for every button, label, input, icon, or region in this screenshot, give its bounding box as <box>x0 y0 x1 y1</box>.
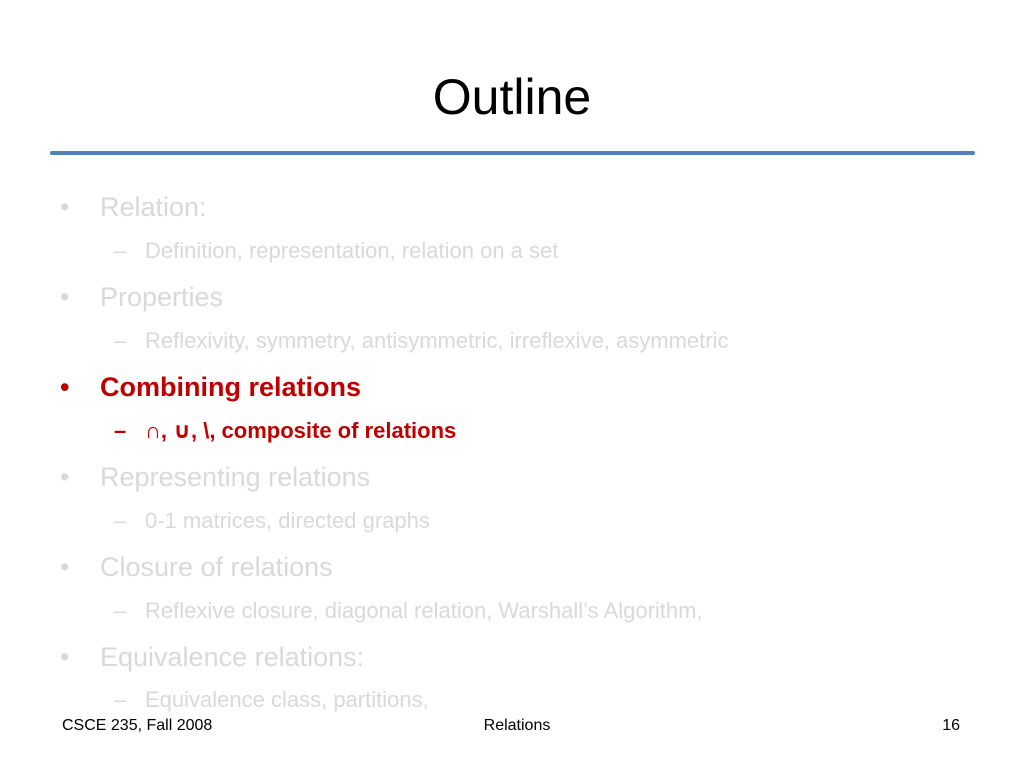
dash-icon: – <box>114 598 127 623</box>
outline-subitem-text: Equivalence class, partitions, <box>145 687 429 712</box>
outline-item-relation <box>60 190 207 224</box>
outline-item-representing-relations <box>60 460 370 494</box>
outline-subitem-text: 0-1 matrices, directed graphs <box>145 508 430 533</box>
bullet-icon: • <box>60 372 70 402</box>
footer-page-number: 16 <box>942 717 960 734</box>
bullet-icon: • <box>60 282 70 312</box>
outline-item-text: Representing relations <box>100 462 371 492</box>
outline-subitem-relation-details <box>114 237 558 265</box>
outline-subitem-text: Definition, representation, relation on a set <box>145 238 559 263</box>
outline-item-combining-relations <box>60 370 361 404</box>
outline-subitem-representing-details <box>114 507 430 535</box>
outline-subitem-combining-details <box>114 417 456 445</box>
outline-subitem-text: Reflexivity, symmetry, antisymmetric, irreflexive, asymmetric <box>145 328 729 353</box>
outline-subitem-properties-details <box>114 327 728 355</box>
dash-icon: – <box>114 418 127 443</box>
dash-icon: – <box>114 238 127 263</box>
dash-icon: – <box>114 328 127 353</box>
outline-item-text: Closure of relations <box>100 552 333 582</box>
outline-item-properties <box>60 280 223 314</box>
bullet-icon: • <box>60 552 70 582</box>
outline-subitem-equivalence-details <box>114 686 429 714</box>
outline-subitem-closure-details <box>114 597 703 625</box>
outline-item-text: Properties <box>100 282 224 312</box>
outline-item-closure-of-relations <box>60 550 333 584</box>
outline-subitem-text: ∩, ∪, \, composite of relations <box>145 418 457 443</box>
outline-item-text: Relation: <box>100 192 207 222</box>
slide-title: Outline <box>432 69 592 125</box>
bullet-icon: • <box>60 642 70 672</box>
outline-subitem-text: Reflexive closure, diagonal relation, Warshall’s Algorithm, <box>145 598 703 623</box>
footer-topic: Relations <box>483 717 551 734</box>
bullet-icon: • <box>60 462 70 492</box>
dash-icon: – <box>114 687 127 712</box>
outline-item-equivalence-relations <box>60 640 364 674</box>
dash-icon: – <box>114 508 127 533</box>
footer-course: CSCE 235, Fall 2008 <box>62 717 213 734</box>
outline-item-text: Combining relations <box>100 372 362 402</box>
outline-item-text: Equivalence relations: <box>100 642 365 672</box>
bullet-icon: • <box>60 192 70 222</box>
